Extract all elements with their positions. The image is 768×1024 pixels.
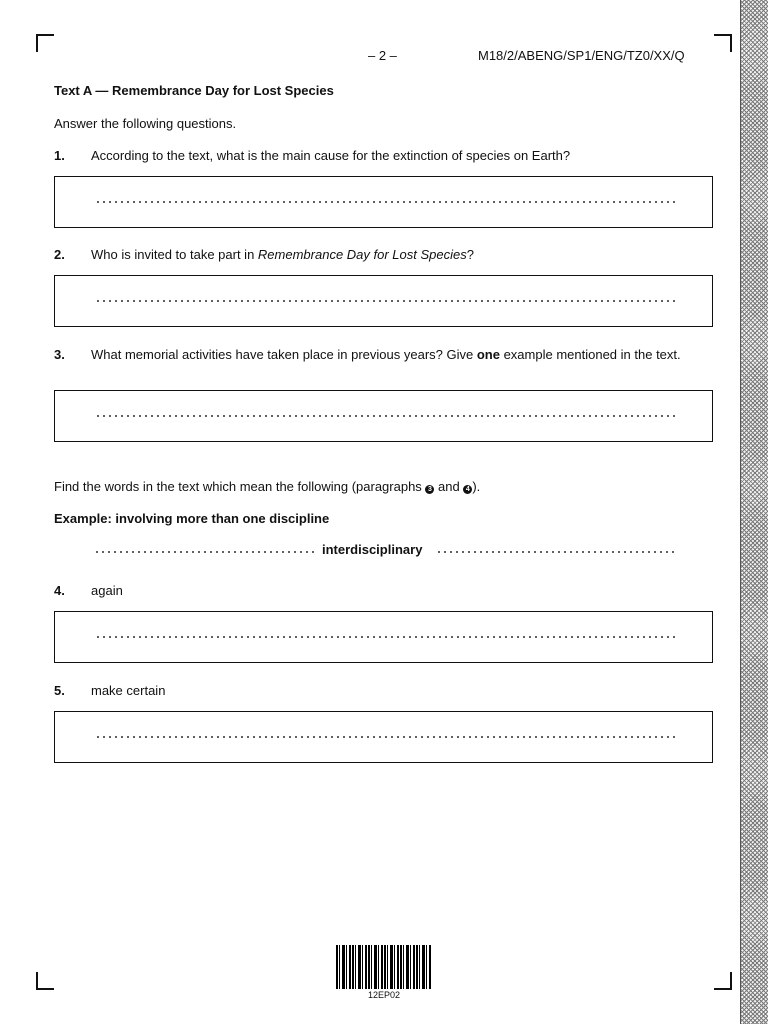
instruction: Answer the following questions. <box>54 116 237 131</box>
answer-box-4[interactable] <box>54 611 713 663</box>
page-number: – 2 – <box>368 48 397 63</box>
question-4-number: 4. <box>54 583 65 598</box>
paragraph-3-marker: 3 <box>425 485 434 494</box>
answer-box-5[interactable] <box>54 711 713 763</box>
question-1-number: 1. <box>54 148 65 163</box>
answer-box-3[interactable] <box>54 390 713 442</box>
question-5-number: 5. <box>54 683 65 698</box>
example-answer: interdisciplinary <box>322 542 423 557</box>
example-dots-left <box>94 550 318 554</box>
question-2-text: Who is invited to take part in Remembrance Day for Lost Species? <box>91 247 474 262</box>
event-name: Remembrance Day for Lost Species <box>257 247 467 262</box>
question-1-text: According to the text, what is the main cause for the extinction of species on Earth? <box>91 148 571 163</box>
answer-line-1 <box>95 197 676 207</box>
question-5-text: make certain <box>91 683 166 698</box>
barcode <box>336 945 432 989</box>
example-label: Example: involving more than one discipline <box>54 511 330 526</box>
paragraph-4-marker: 4 <box>463 485 472 494</box>
corner-mark-bottom-right <box>714 972 732 990</box>
paper-code: M18/2/ABENG/SP1/ENG/TZ0/XX/Q <box>478 48 685 63</box>
question-4-text: again <box>91 583 123 598</box>
section-title: Text A — Remembrance Day for Lost Species <box>54 83 334 98</box>
answer-line-3 <box>95 411 676 421</box>
corner-mark-top-left <box>36 34 54 52</box>
question-3-text: What memorial activities have taken place in previous years? Give one example mentioned in the text. <box>91 347 681 362</box>
answer-line-4 <box>95 632 676 642</box>
example-dots-right <box>436 550 676 554</box>
corner-mark-top-right <box>714 34 732 52</box>
answer-box-1[interactable] <box>54 176 713 228</box>
answer-box-2[interactable] <box>54 275 713 327</box>
answer-line-5 <box>95 732 676 742</box>
corner-mark-bottom-left <box>36 972 54 990</box>
vocab-instruction: Find the words in the text which mean the following (paragraphs 3 and 4 ). <box>54 479 481 494</box>
answer-line-2 <box>95 296 676 306</box>
barcode-text: 12EP02 <box>367 990 401 1000</box>
binding-strip <box>740 0 768 1024</box>
question-2-number: 2. <box>54 247 65 262</box>
question-3-number: 3. <box>54 347 65 362</box>
